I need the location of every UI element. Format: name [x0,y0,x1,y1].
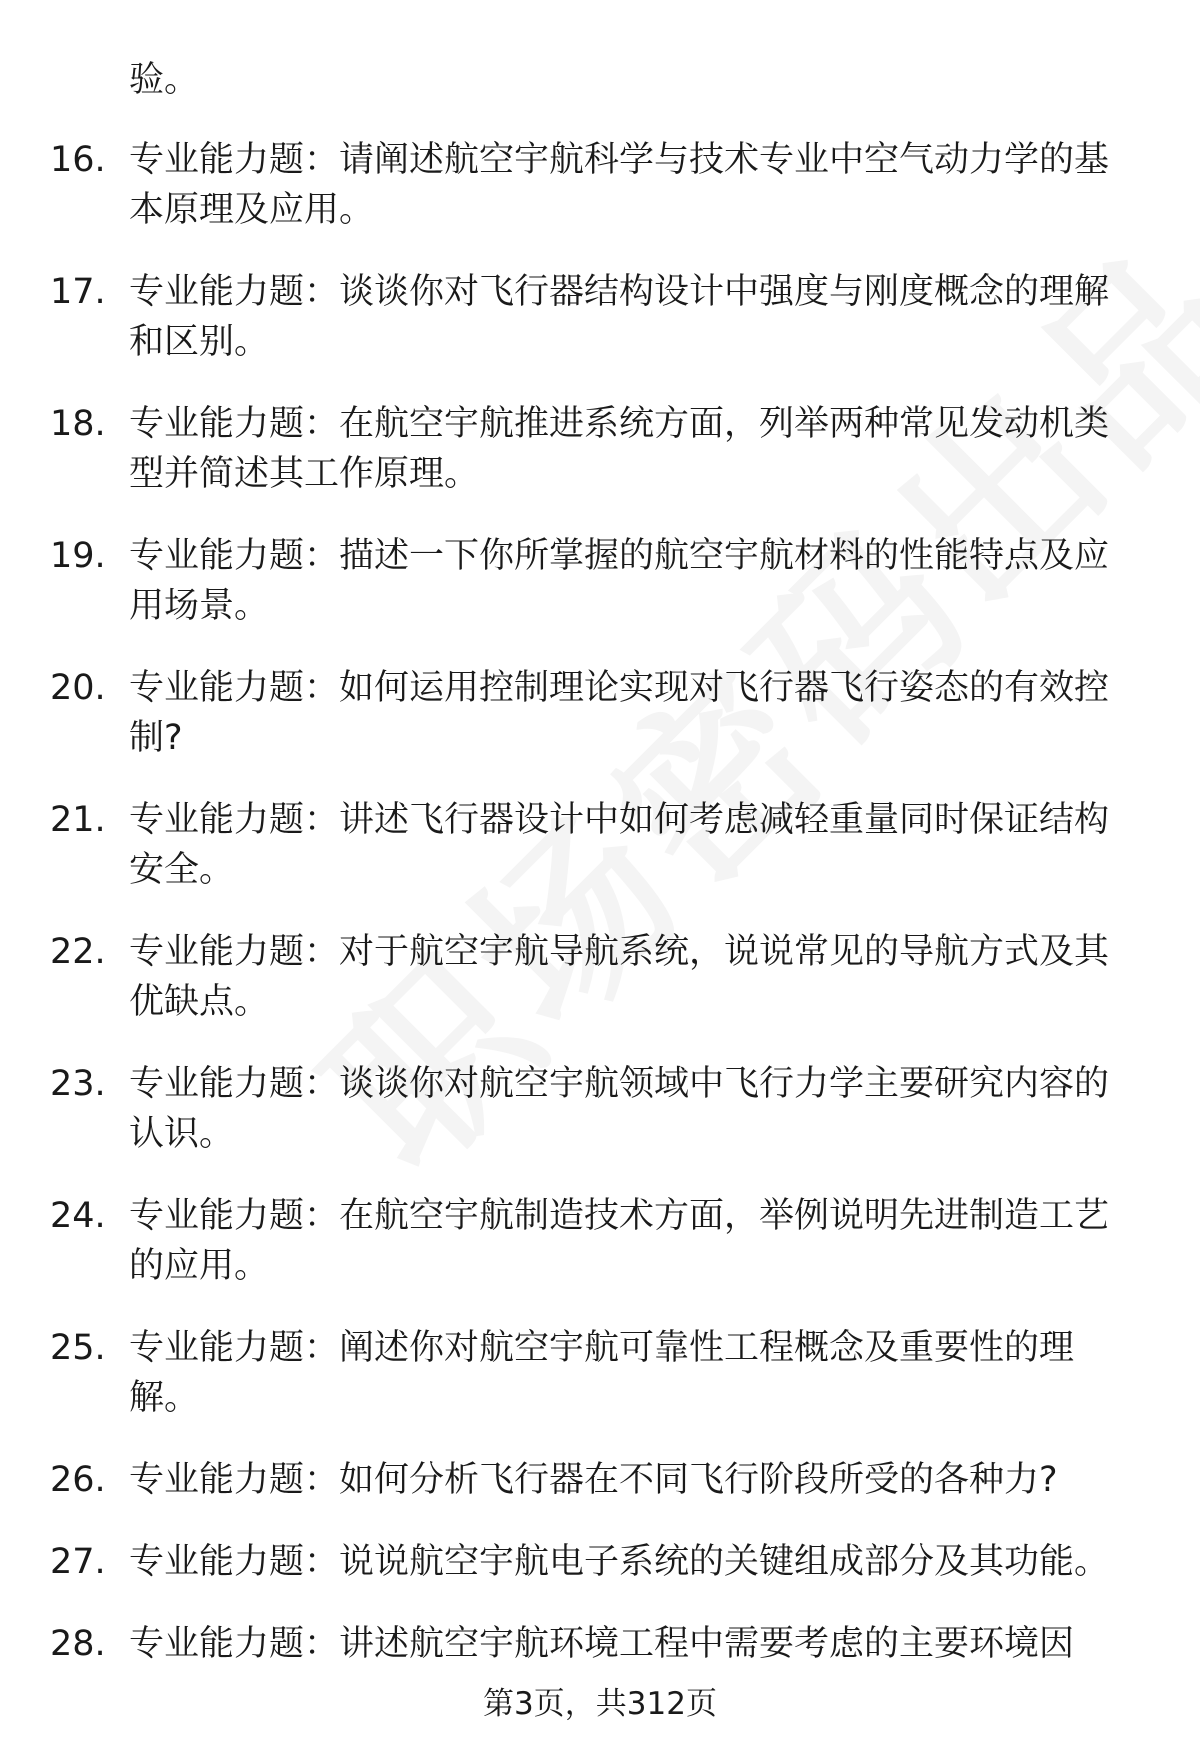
question-item [50,1455,1150,1505]
question-number: 22. [50,932,106,972]
question-number: 21. [50,800,106,840]
question-item [50,135,1150,235]
question-number: 20. [50,668,106,708]
question-text: 专业能力题：在航空宇航制造技术方面，举例说明先进制造工艺的应用。 [129,1196,1110,1286]
question-text: 专业能力题：谈谈你对飞行器结构设计中强度与刚度概念的理解和区别。 [129,272,1110,362]
question-number: 19. [50,536,106,576]
question-text: 专业能力题：说说航空宇航电子系统的关键组成部分及其功能。 [129,1542,1110,1582]
question-item [50,267,1150,367]
question-number: 23. [50,1064,106,1104]
question-item [50,1191,1150,1291]
question-number: 26. [50,1460,106,1500]
question-text: 专业能力题：请阐述航空宇航科学与技术专业中空气动力学的基本原理及应用。 [129,140,1110,230]
question-number: 17. [50,272,106,312]
question-item [50,531,1150,631]
question-text: 专业能力题：谈谈你对航空宇航领域中飞行力学主要研究内容的认识。 [129,1064,1110,1154]
question-number: 16. [50,140,106,180]
question-item [50,927,1150,1027]
question-item [50,1059,1150,1159]
question-text: 专业能力题：对于航空宇航导航系统，说说常见的导航方式及其优缺点。 [129,932,1110,1022]
question-item [50,1619,1150,1669]
question-number: 25. [50,1328,106,1368]
continuation-text: 验。 [129,60,200,100]
question-text: 专业能力题：阐述你对航空宇航可靠性工程概念及重要性的理解。 [129,1328,1075,1418]
question-item [50,1323,1150,1423]
question-item [50,795,1150,895]
question-number: 27. [50,1542,106,1582]
question-text: 专业能力题：讲述飞行器设计中如何考虑减轻重量同时保证结构安全。 [129,800,1110,890]
question-number: 24. [50,1196,106,1236]
question-text: 专业能力题：讲述航空宇航环境工程中需要考虑的主要环境因 [129,1624,1075,1664]
page-footer: 第3页，共312页 [483,1686,717,1722]
question-item [50,663,1150,763]
question-item [50,399,1150,499]
question-number: 18. [50,404,106,444]
question-item [50,1537,1150,1587]
question-text: 专业能力题：在航空宇航推进系统方面，列举两种常见发动机类型并简述其工作原理。 [129,404,1110,494]
question-number: 28. [50,1624,106,1664]
question-text: 专业能力题：如何运用控制理论实现对飞行器飞行姿态的有效控制? [129,668,1110,758]
question-text: 专业能力题：描述一下你所掌握的航空宇航材料的性能特点及应用场景。 [129,536,1110,626]
question-text: 专业能力题：如何分析飞行器在不同飞行阶段所受的各种力? [129,1460,1058,1500]
